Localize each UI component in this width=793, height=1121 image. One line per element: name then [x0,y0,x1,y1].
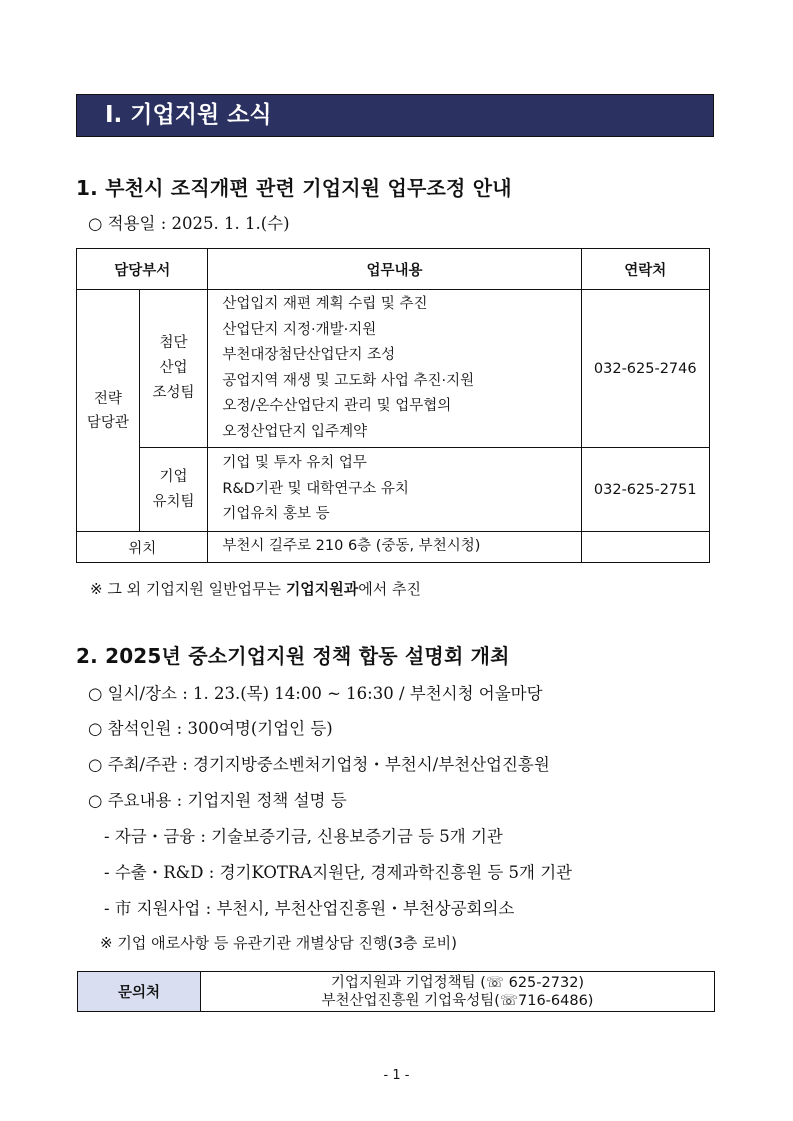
location-label: 위치 [77,532,208,563]
team-tasks [208,448,581,532]
bullet-line: ○ 일시/장소 : 1. 23.(목) 14:00 ~ 16:30 / 부천시청 어울마당 [88,684,543,703]
task-item: R&D기관 및 대학연구소 유치 [222,480,409,497]
team-name: 기업 유치팀 [139,448,208,532]
sub-bullet-line: - 市 지원사업 : 부천시, 부천산업진흥원・부천상공회의소 [104,899,515,918]
contact-info [201,972,715,1012]
org-table [76,248,710,563]
remark: ※ 기업 애로사항 등 유관기관 개별상담 진행(3층 로비) [100,934,457,952]
team-tasks [208,290,581,448]
task-item: 오정산업단지 입주계약 [222,423,368,440]
task-item: 기업 및 투자 유치 업무 [222,455,367,472]
team-name: 첨단 산업 조성팀 [139,290,208,448]
contact-line: 부천산업진흥원 기업육성팀(☏716-6486) [321,992,594,1009]
section1-heading: 1. 부천시 조직개편 관련 기업지원 업무조정 안내 [76,176,512,200]
task-item: 기업유치 홍보 등 [222,506,330,523]
group-cell: 전략 담당관 [77,290,140,532]
task-item: 산업입지 재편 계획 수립 및 추진 [222,296,428,312]
apply-date: ○ 적용일 : 2025. 1. 1.(수) [88,214,290,233]
page-number: - 1 - [383,1068,410,1083]
contact-line: 기업지원과 기업정책팀 (☏ 625-2732) [330,974,585,991]
team-phone: 032-625-2746 [581,290,709,448]
task-item: 공업지역 재생 및 고도화 사업 추진·지원 [222,372,475,389]
task-item: 산업단지 지정·개발·지원 [222,321,377,338]
contact-table [77,971,715,1012]
bullet-line: ○ 참석인원 : 300여명(기업인 등) [88,719,333,738]
contact-label: 문의처 [78,972,201,1012]
team-phone: 032-625-2751 [581,448,709,532]
section2-heading: 2. 2025년 중소기업지원 정책 합동 설명회 개최 [76,644,510,668]
location-value: 부천시 길주로 210 6층 (중동, 부천시청) [208,532,581,563]
section-banner: Ⅰ. 기업지원 소식 [76,94,714,137]
note-suffix: 에서 추진 [358,580,421,598]
sub-bullet-line: - 수출・R&D : 경기KOTRA지원단, 경제과학진흥원 등 5개 기관 [104,863,573,882]
header-dept: 담당부서 [77,249,208,290]
task-item: 부천대장첨단산업단지 조성 [222,347,396,363]
note [90,578,421,599]
note-prefix: ※ 그 외 기업지원 일반업무는 [90,580,286,598]
header-tasks: 업무내용 [208,249,581,290]
task-item: 오정/온수산업단지 관리 및 업무협의 [222,398,452,414]
location-empty [581,532,709,563]
note-bold: 기업지원과 [285,580,359,598]
bullet-line: ○ 주최/주관 : 경기지방중소벤처기업청・부천시/부천산업진흥원 [88,755,550,774]
bullet-line: ○ 주요내용 : 기업지원 정책 설명 등 [88,791,347,810]
header-contact: 연락처 [581,249,709,290]
sub-bullet-line: - 자금・금융 : 기술보증기금, 신용보증기금 등 5개 기관 [104,827,503,846]
